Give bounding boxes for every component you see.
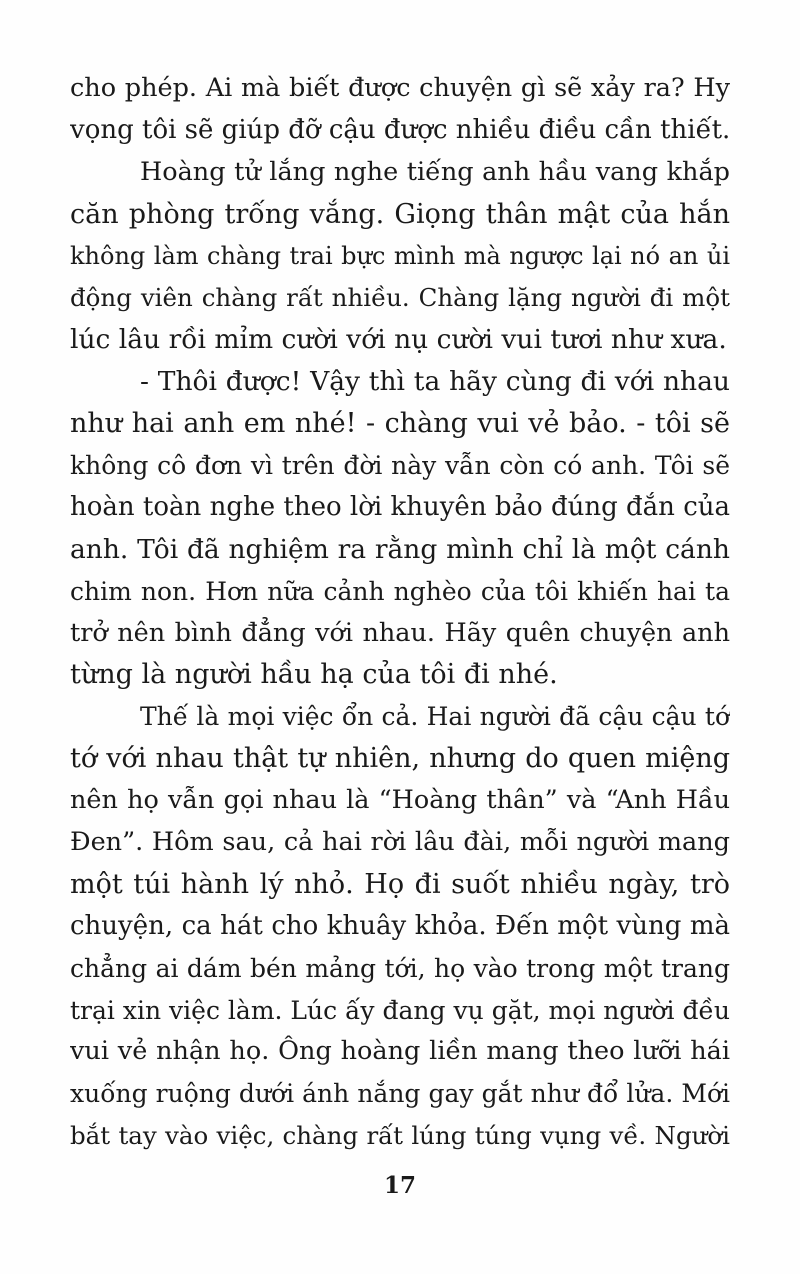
text-line: căn phòng trống vắng. Giọng thân mật của hắn — [70, 198, 730, 230]
text-line: Hoàng tử lắng nghe tiếng anh hầu vang khắp — [140, 156, 730, 187]
text-line: chuyện, ca hát cho khuây khỏa. Đến một vùng mà — [70, 910, 730, 941]
page-number: 17 — [383, 1172, 416, 1199]
text-line: - Thôi được! Vậy thì ta hãy cùng đi với nhau — [140, 366, 730, 398]
text-line: không làm chàng trai bực mình mà ngược lại nó an ủi — [70, 241, 730, 270]
text-line: trại xin việc làm. Lúc ấy đang vụ gặt, mọi người đều — [70, 995, 730, 1025]
text-line: tớ với nhau thật tự nhiên, nhưng do quen miệng — [70, 743, 730, 775]
text-line: một túi hành lý nhỏ. Họ đi suốt nhiều ngày, trò — [70, 868, 730, 900]
text-line: anh. Tôi đã nghiệm ra rằng mình chỉ là một cánh — [70, 533, 730, 565]
text-line: bắt tay vào việc, chàng rất lúng túng vụng về. Người — [70, 1121, 730, 1151]
text-line: lúc lâu rồi mỉm cười với nụ cười vui tươi như xưa. — [70, 324, 727, 356]
text-line: trở nên bình đẳng với nhau. Hãy quên chuyện anh — [70, 617, 730, 648]
text-line: xuống ruộng dưới ánh nắng gay gắt như đổ lửa. Mới — [70, 1079, 730, 1109]
text-line: động viên chàng rất nhiều. Chàng lặng người đi một — [70, 283, 730, 313]
text-line: từng là người hầu hạ của tôi đi nhé. — [70, 659, 558, 691]
text-line: như hai anh em nhé! - chàng vui vẻ bảo. - tôi sẽ — [70, 408, 730, 440]
text-line: vui vẻ nhận họ. Ông hoàng liền mang theo lưỡi hái — [70, 1036, 730, 1067]
text-line: hoàn toàn nghe theo lời khuyên bảo đúng đắn của — [70, 491, 730, 522]
text-line: Thế là mọi việc ổn cả. Hai người đã cậu cậu tớ — [140, 702, 730, 732]
text-line: cho phép. Ai mà biết được chuyện gì sẽ xảy ra? Hy — [70, 73, 730, 103]
body-text — [70, 68, 730, 1157]
text-line: nên họ vẫn gọi nhau là “Hoàng thân” và “Anh Hầu — [70, 785, 730, 816]
text-line: không cô đơn vì trên đời này vẫn còn có anh. Tôi sẽ — [70, 451, 730, 481]
text-line: chẳng ai dám bén mảng tới, họ vào trong một trang — [70, 953, 730, 983]
text-line: vọng tôi sẽ giúp đỡ cậu được nhiều điều cần thiết. — [70, 114, 730, 145]
text-line: Đen”. Hôm sau, cả hai rời lâu đài, mỗi người mang — [70, 827, 730, 858]
text-line: chim non. Hơn nữa cảnh nghèo của tôi khiến hai ta — [70, 576, 730, 606]
